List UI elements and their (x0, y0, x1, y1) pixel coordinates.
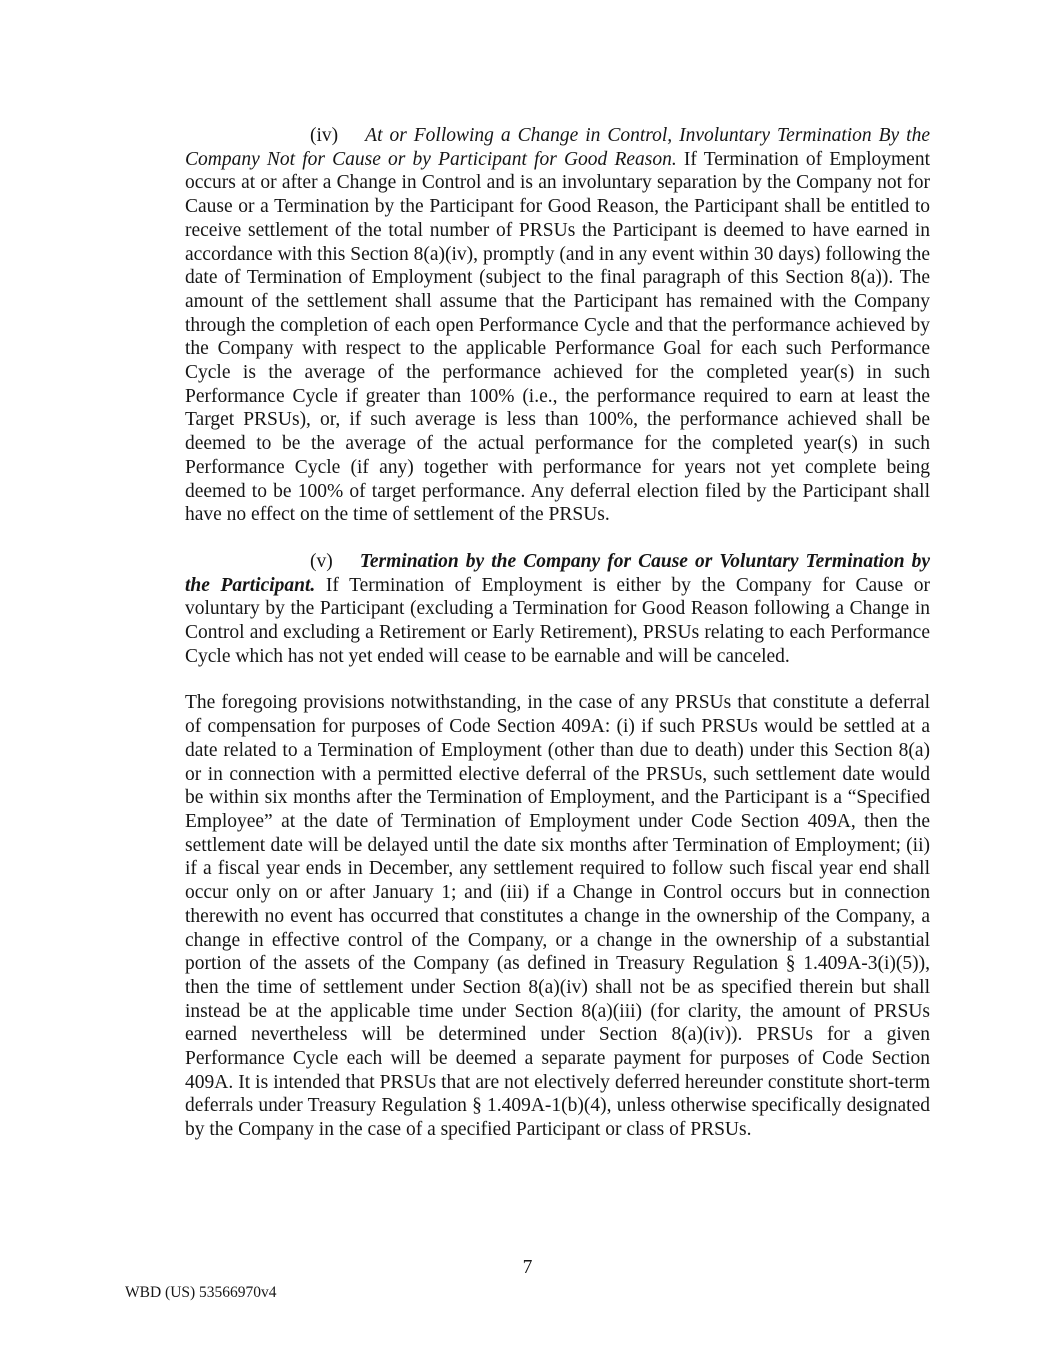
clause-body-iv: If Termination of Employment occurs at or after a Change in Control and is an involuntary separation by the Company not for Cause or a Termination by the Participant for Good Reason, the Participant shall be entitled to receive settlement of the total number of PRSUs the Participant is deemed to have earned in accordance with this Section 8(a)(iv), promptly (and in any event within 30 days) following the date of Termination of Employment (subject to the final paragraph of this Section 8(a)). The amount of the settlement shall assume that the Participant has remained with the Company through the completion of each open Performance Cycle and that the performance achieved by the Company with respect to the applicable Performance Goal for each such Performance Cycle is the average of the performance achieved for the completed year(s) in such Performance Cycle if greater than 100% (i.e., the performance required to earn at least the Target PRSUs), or, if such average is less than 100%, the performance achieved shall be deemed to be the average of the actual performance for the completed year(s) in such Performance Cycle (if any) together with performance for years not yet complete being deemed to be 100% of target performance. Any deferral election filed by the Participant shall have no effect on the time of settlement of the PRSUs. (185, 148, 931, 526)
paragraph-clause-iv (185, 124, 930, 527)
clause-number-v: (v) (310, 550, 333, 572)
clause-heading-v: Termination by the Company for Cause or Voluntary Termination by the Participant. (185, 550, 930, 596)
document-body (185, 124, 930, 1165)
clause-number-iv: (iv) (310, 125, 339, 146)
page-number: 7 (522, 1257, 533, 1278)
document-id-footer: WBD (US) 53566970v4 (125, 1284, 277, 1301)
paragraph-409a-provisions (185, 691, 930, 1141)
paragraph-clause-v (185, 550, 930, 669)
paragraph-409a-body: The foregoing provisions notwithstanding, in the case of any PRSUs that constitute a deferral of compensation for purposes of Code Section 409A: (i) if such PRSUs would be settled at a date related to a Termination of Employment (other than due to death) under this Section 8(a) or in connection with a permitted elective deferral of the PRSUs, such settlement date would be within six months after the Termination of Employment, and the Participant is a “Specified Employee” at the date of Termination of Employment under Code Section 409A, then the settlement date will be delayed until the date six months after Termination of Employment; (ii) if a fiscal year ends in December, any settlement required to follow such fiscal year end shall occur only on or after January 1; and (iii) if a Change in Control occurs but in connection therewith no event has occurred that constitutes a change in the ownership of the Company, a change in effective control of the Company, or a change in the ownership of a substantial portion of the assets of the Company (as defined in Treasury Regulation § 1.409A-3(i)(5)), then the time of settlement under Section 8(a)(iv) shall not be as specified therein but shall instead be at the applicable time under Section 8(a)(iii) (for clarity, the amount of PRSUs earned nevertheless will be determined under Section 8(a)(iv)). PRSUs for a given Performance Cycle each will be deemed a separate payment for purposes of Code Section 409A. It is intended that PRSUs that are not electively deferred hereunder constitute short-term deferrals under Treasury Regulation § 1.409A-1(b)(4), unless otherwise specifically designated by the Company in the case of a specified Participant or class of PRSUs. (185, 692, 930, 1141)
clause-heading-iv: At or Following a Change in Control, Involuntary Termination By the Company Not for Cause or by Participant for Good Reason. (185, 125, 930, 170)
clause-body-v: If Termination of Employment is either by the Company for Cause or voluntary by the Participant (excluding a Termination for Good Reason following a Change in Control and excluding a Retirement or Early Retirement), PRSUs relating to each Performance Cycle which has not yet ended will cease to be earnable and will be canceled. (185, 574, 931, 667)
